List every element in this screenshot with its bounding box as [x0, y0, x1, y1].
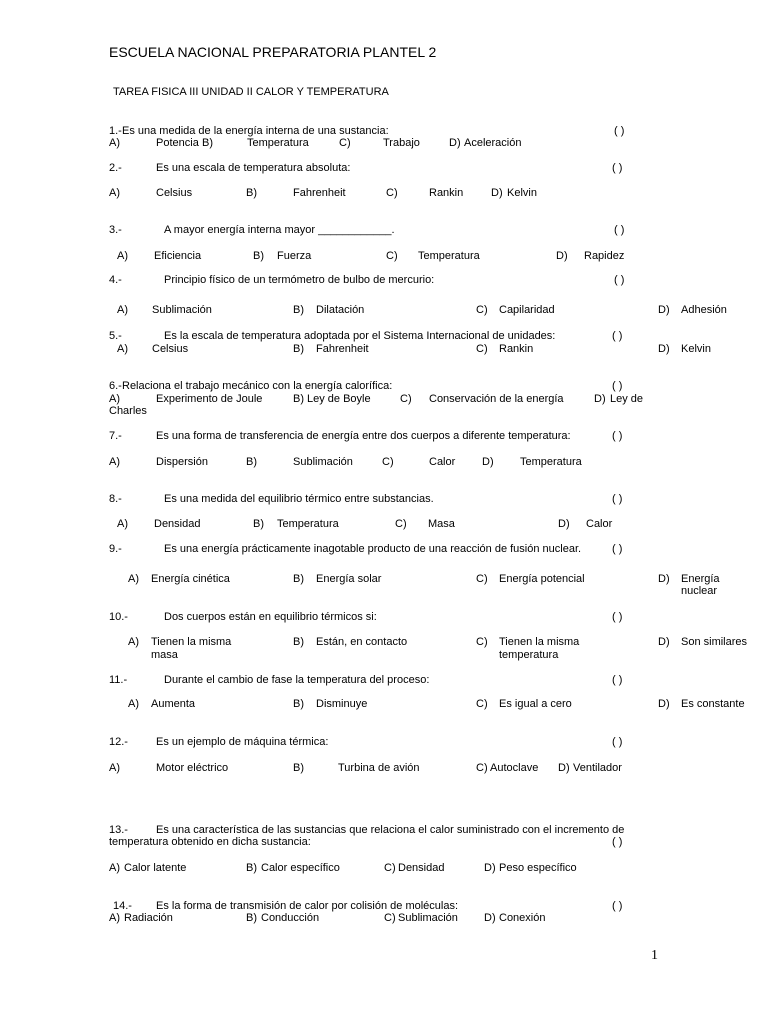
- question-number: 5.-: [109, 330, 122, 342]
- answer-blank: ( ): [612, 611, 623, 623]
- option-text: Conducción: [261, 912, 320, 924]
- answer-blank: ( ): [612, 330, 623, 342]
- question-text: Es una escala de temperatura absoluta:: [156, 162, 351, 174]
- option-text: Calor: [586, 518, 613, 530]
- option-label: C): [400, 393, 412, 405]
- option-text: Fuerza: [277, 250, 312, 262]
- answer-blank: ( ): [612, 543, 623, 555]
- option-text: Tienen la misma: [151, 636, 232, 648]
- question-text: Es una medida del equilibrio térmico entre substancias.: [164, 493, 434, 505]
- option-text: Kelvin: [507, 187, 537, 199]
- option-label: D): [594, 393, 606, 405]
- option-text: Sublimación: [398, 912, 458, 924]
- option-text: Temperatura: [520, 456, 582, 468]
- option-text: Rankin: [499, 343, 534, 355]
- option-label: D): [482, 456, 494, 468]
- option-label: C): [476, 698, 488, 710]
- option-text: Autoclave: [490, 762, 539, 774]
- question-number: 9.-: [109, 543, 122, 555]
- answer-blank: ( ): [612, 736, 623, 748]
- option-text: Peso específico: [499, 862, 577, 874]
- option-label: C): [476, 636, 488, 648]
- option-text: Celsius: [156, 187, 193, 199]
- option-text: Sublimación: [152, 304, 212, 316]
- option-label: C): [384, 862, 396, 874]
- question-text: Durante el cambio de fase la temperatura del proceso:: [164, 674, 430, 686]
- option-text: Conservación de la energía: [429, 393, 564, 405]
- option-label: D): [658, 304, 670, 316]
- page-number: 1: [651, 948, 658, 963]
- option-label: B): [293, 698, 304, 710]
- option-text: Turbina de avión: [338, 762, 420, 774]
- option-label: A): [117, 250, 128, 262]
- option-text: Dispersión: [156, 456, 208, 468]
- question-text: Es un ejemplo de máquina térmica:: [156, 736, 329, 748]
- option-label: B): [246, 912, 257, 924]
- option-label: C): [386, 250, 398, 262]
- option-label: B): [246, 187, 257, 199]
- question-text: Es una medida de la energía interna de una sustancia:: [122, 125, 389, 137]
- option-text: Tienen la misma: [499, 636, 580, 648]
- option-label: C): [476, 304, 488, 316]
- question-text: A mayor energía interna mayor ____________.: [164, 224, 395, 236]
- option-text: Están, en contacto: [316, 636, 408, 648]
- answer-blank: ( ): [612, 674, 623, 686]
- question-text: Es una energía prácticamente inagotable producto de una reacción de fusión nuclear.: [164, 543, 582, 555]
- question-text: Relaciona el trabajo mecánico con la energía calorífica:: [122, 380, 393, 392]
- option-text: Motor eléctrico: [156, 762, 229, 774]
- option-text: Adhesión: [681, 304, 727, 316]
- answer-blank: ( ): [612, 162, 623, 174]
- option-text: Conexión: [499, 912, 546, 924]
- option-label: B): [202, 137, 213, 149]
- question-text: Es una forma de transferencia de energía entre dos cuerpos a diferente temperatura:: [156, 430, 571, 442]
- option-text: Son similares: [681, 636, 748, 648]
- question-number: 13.-: [109, 824, 128, 836]
- option-label: C): [476, 573, 488, 585]
- question-text: Es la forma de transmisión de calor por colisión de moléculas:: [156, 900, 459, 912]
- option-label: C): [339, 137, 351, 149]
- question-text: Es una característica de las sustancias que relaciona el calor suministrado con el incremento de: [156, 824, 625, 836]
- option-text: Rapidez: [584, 250, 625, 262]
- question-number: 12.-: [109, 736, 128, 748]
- option-label: B): [246, 456, 257, 468]
- option-text: Aceleración: [464, 137, 522, 149]
- option-text: Energía solar: [316, 573, 382, 585]
- question-number: 7.-: [109, 430, 122, 442]
- option-label: D): [658, 636, 670, 648]
- option-text-continued: Charles: [109, 405, 147, 417]
- answer-blank: ( ): [614, 274, 625, 286]
- option-label: C): [384, 912, 396, 924]
- option-label: D): [484, 912, 496, 924]
- answer-blank: ( ): [612, 836, 623, 848]
- option-label: D): [658, 573, 670, 585]
- option-label: D): [484, 862, 496, 874]
- option-text: Ley de Boyle: [307, 393, 371, 405]
- page-title: ESCUELA NACIONAL PREPARATORIA PLANTEL 2: [109, 44, 437, 60]
- assignment-subtitle: TAREA FISICA III UNIDAD II CALOR Y TEMPERATURA: [113, 86, 389, 98]
- option-text: Disminuye: [316, 698, 368, 710]
- option-label: A): [128, 636, 139, 648]
- option-label: A): [117, 343, 128, 355]
- option-text: Experimento de Joule: [156, 393, 263, 405]
- answer-blank: ( ): [612, 430, 623, 442]
- option-label: A): [128, 573, 139, 585]
- question-number: 3.-: [109, 224, 122, 236]
- option-text: Kelvin: [681, 343, 711, 355]
- option-label: B): [246, 862, 257, 874]
- option-text: Sublimación: [293, 456, 353, 468]
- option-label: C): [395, 518, 407, 530]
- option-text: Fahrenheit: [316, 343, 369, 355]
- option-text: Eficiencia: [154, 250, 202, 262]
- option-text: Calor específico: [261, 862, 340, 874]
- option-label: A): [109, 187, 120, 199]
- option-label: B): [293, 304, 304, 316]
- option-label: A): [128, 698, 139, 710]
- option-label: B): [293, 762, 304, 774]
- option-label: B): [293, 573, 304, 585]
- question-number: 2.-: [109, 162, 122, 174]
- option-text: Potencia: [156, 137, 199, 149]
- option-text: Rankin: [429, 187, 464, 199]
- option-text: Radiación: [124, 912, 173, 924]
- option-text: Densidad: [398, 862, 445, 874]
- question-text: Principio físico de un termómetro de bulbo de mercurio:: [164, 274, 435, 286]
- option-text: Ventilador: [573, 762, 622, 774]
- option-text: Energía: [681, 573, 720, 585]
- question-number: 14.-: [113, 900, 132, 912]
- option-label: C): [382, 456, 394, 468]
- option-text: Calor: [429, 456, 456, 468]
- option-label: D): [558, 762, 570, 774]
- option-text: Masa: [428, 518, 455, 530]
- option-text: Calor latente: [124, 862, 187, 874]
- option-text-continued: masa: [151, 649, 178, 661]
- option-text: Energía potencial: [499, 573, 585, 585]
- option-text: Trabajo: [383, 137, 420, 149]
- option-text: Capilaridad: [499, 304, 555, 316]
- option-text: Aumenta: [151, 698, 196, 710]
- question-number: 8.-: [109, 493, 122, 505]
- option-label: C): [476, 762, 488, 774]
- option-label: B): [293, 343, 304, 355]
- question-number: 6.-: [109, 380, 122, 392]
- option-text: Celsius: [152, 343, 189, 355]
- option-label: C): [386, 187, 398, 199]
- option-text: Temperatura: [418, 250, 480, 262]
- option-label: B): [253, 518, 264, 530]
- option-label: C): [476, 343, 488, 355]
- option-text: Temperatura: [277, 518, 339, 530]
- question-text: Es la escala de temperatura adoptada por el Sistema Internacional de unidades:: [164, 330, 556, 342]
- option-label: D): [449, 137, 461, 149]
- option-label: B): [293, 636, 304, 648]
- option-label: A): [109, 456, 120, 468]
- option-label: A): [109, 862, 120, 874]
- option-label: D): [558, 518, 570, 530]
- question-text: Dos cuerpos están en equilibrio térmicos si:: [164, 611, 377, 623]
- option-text: Dilatación: [316, 304, 365, 316]
- option-text: Temperatura: [247, 137, 309, 149]
- answer-blank: ( ): [612, 380, 623, 392]
- option-text: Es constante: [681, 698, 745, 710]
- answer-blank: ( ): [614, 125, 625, 137]
- option-text: Energía cinética: [151, 573, 230, 585]
- option-label: D): [556, 250, 568, 262]
- option-label: B): [253, 250, 264, 262]
- option-label: D): [658, 698, 670, 710]
- option-label: A): [109, 137, 120, 149]
- option-text-continued: temperatura: [499, 649, 559, 661]
- question-number: 4.-: [109, 274, 122, 286]
- option-label: D): [491, 187, 503, 199]
- option-label: A): [109, 912, 120, 924]
- question-number: 1.-: [109, 125, 122, 137]
- answer-blank: ( ): [614, 224, 625, 236]
- option-label: B): [293, 393, 304, 405]
- option-label: A): [109, 762, 120, 774]
- question-text-continued: temperatura obtenido en dicha sustancia:: [109, 836, 311, 848]
- option-label: D): [658, 343, 670, 355]
- answer-blank: ( ): [612, 493, 623, 505]
- option-text: Es igual a cero: [499, 698, 572, 710]
- option-text: Densidad: [154, 518, 201, 530]
- option-text: Ley de: [610, 393, 644, 405]
- option-label: A): [117, 518, 128, 530]
- option-text: Fahrenheit: [293, 187, 346, 199]
- question-number: 10.-: [109, 611, 128, 623]
- option-text-continued: nuclear: [681, 585, 718, 597]
- answer-blank: ( ): [612, 900, 623, 912]
- option-label: A): [117, 304, 128, 316]
- question-number: 11.-: [109, 674, 128, 686]
- option-label: A): [109, 393, 120, 405]
